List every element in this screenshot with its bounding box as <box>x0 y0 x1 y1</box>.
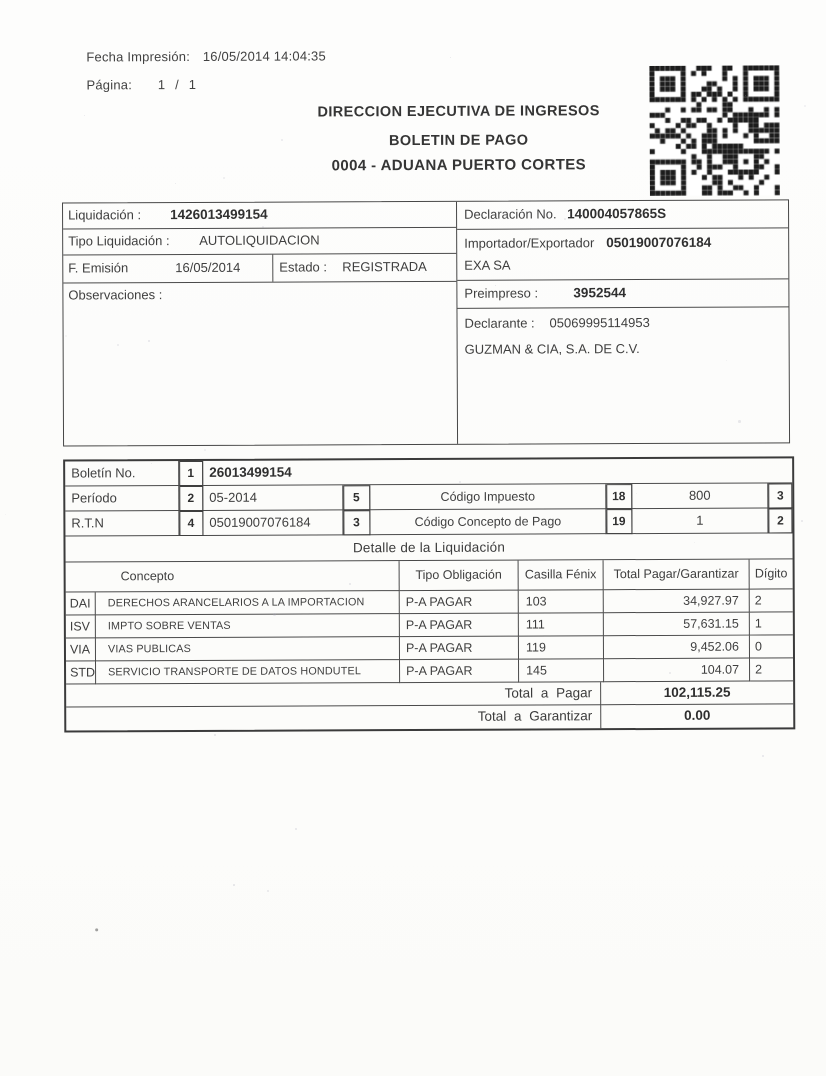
detalle-header-row <box>66 559 793 592</box>
casilla-fenix-value: 111 <box>519 613 604 636</box>
tipo-obligacion-header: Tipo Obligación <box>400 561 519 592</box>
digito-value: 0 <box>750 635 793 658</box>
concepto-code: DAI <box>66 592 96 615</box>
declarante-nombre: GUZMAN & CIA, S.A. DE C.V. <box>464 341 640 357</box>
digito-value: 1 <box>750 612 793 635</box>
tipo-liquidacion-label: Tipo Liquidación : <box>68 233 170 249</box>
print-date-label: Fecha Impresión: <box>86 49 191 65</box>
liquidation-info-table <box>62 199 790 446</box>
concepto-header: Concepto <box>66 561 400 592</box>
declarante-value: 05069995114953 <box>549 314 650 331</box>
preimpreso-row <box>457 279 788 308</box>
total-pagar-row <box>66 681 793 707</box>
concepto-code: VIA <box>66 638 96 661</box>
concepto-code: ISV <box>66 615 96 638</box>
estado-divider <box>272 255 273 282</box>
concepto-desc: VIAS PUBLICAS <box>96 637 400 661</box>
total-value: 9,452.06 <box>604 636 750 660</box>
total-value: 57,631.15 <box>604 613 750 637</box>
page-number-label: Página: <box>86 77 133 93</box>
codigo-concepto-digito: 2 <box>768 508 792 533</box>
periodo-label: Período <box>65 486 179 511</box>
f-emision-label: F. Emisión <box>68 260 129 276</box>
detalle-row <box>66 612 793 638</box>
detalle-row <box>66 589 793 615</box>
boletin-table <box>63 456 795 732</box>
total-value: 104.07 <box>604 659 750 683</box>
periodo-boxnum: 2 <box>179 486 203 511</box>
rtn-boxnum2: 3 <box>343 510 370 535</box>
concepto-code: STD <box>66 661 96 684</box>
declaracion-row <box>457 200 788 229</box>
document-type-title: BOLETIN DE PAGO <box>388 132 529 150</box>
digito-header: Dígito <box>750 559 793 589</box>
declarante-row <box>457 307 789 443</box>
importador-row <box>457 228 788 280</box>
concepto-desc: SERVICIO TRANSPORTE DE DATOS HONDUTEL <box>96 660 400 684</box>
detalle-section-title: Detalle de la Liquidación <box>65 533 792 562</box>
observaciones-row <box>63 282 457 446</box>
concepto-desc: IMPTO SOBRE VENTAS <box>96 614 400 638</box>
periodo-boxnum2: 5 <box>343 485 370 510</box>
codigo-impuesto-boxnum: 18 <box>606 484 632 509</box>
tipo-liquidacion-value: AUTOLIQUIDACION <box>199 232 320 248</box>
preimpreso-value: 3952544 <box>573 285 626 301</box>
codigo-concepto-label: Código Concepto de Pago <box>370 509 606 535</box>
boletin-no-label: Boletín No. <box>65 461 179 486</box>
page-number-value: 1 / 1 <box>157 76 197 93</box>
periodo-value: 05-2014 <box>203 485 343 511</box>
codigo-concepto-value: 1 <box>632 508 768 534</box>
detalle-row <box>66 658 793 684</box>
tipo-obligacion-value: P-A PAGAR <box>400 660 519 684</box>
digito-value: 2 <box>750 658 793 681</box>
preimpreso-label: Preimpreso : <box>464 285 539 301</box>
codigo-impuesto-label: Código Impuesto <box>370 484 606 510</box>
scan-artifact-dot <box>95 928 98 931</box>
emision-estado-row <box>63 254 456 284</box>
total-pagar-value: 102,115.25 <box>601 681 793 705</box>
declarante-label: Declarante : <box>464 315 535 331</box>
total-value: 34,927.97 <box>604 590 750 614</box>
tipo-obligacion-value: P-A PAGAR <box>400 591 519 615</box>
boletin-no-boxnum: 1 <box>179 461 203 486</box>
tipo-obligacion-value: P-A PAGAR <box>400 614 519 638</box>
importador-label: Importador/Exportador <box>464 235 595 251</box>
boletin-no-value: 26013499154 <box>203 458 792 486</box>
declaracion-value: 140004057865S <box>567 205 667 222</box>
page-number-line <box>86 77 196 92</box>
codigo-impuesto-value: 800 <box>632 483 768 509</box>
codigo-impuesto-digito: 3 <box>768 483 792 508</box>
digito-value: 2 <box>750 589 793 612</box>
liquidation-info-right <box>457 200 789 443</box>
aduana-title: 0004 - ADUANA PUERTO CORTES <box>331 156 587 175</box>
total-pagar-garantizar-header: Total Pagar/Garantizar <box>604 560 750 591</box>
concepto-desc: DERECHOS ARANCELARIOS A LA IMPORTACION <box>96 591 400 615</box>
rtn-boxnum: 4 <box>179 511 203 536</box>
tipo-liquidacion-row <box>63 228 456 256</box>
total-garantizar-label: Total a Garantizar <box>66 705 601 730</box>
tipo-obligacion-value: P-A PAGAR <box>400 637 519 661</box>
liquidacion-row <box>63 202 456 230</box>
rtn-label: R.T.N <box>65 511 179 536</box>
casilla-fenix-value: 145 <box>519 659 604 682</box>
total-pagar-label: Total a Pagar <box>66 682 601 707</box>
detalle-row <box>66 635 793 661</box>
print-date-line <box>86 48 326 64</box>
f-emision-value: 16/05/2014 <box>175 259 241 276</box>
org-title: DIRECCION EJECUTIVA DE INGRESOS <box>317 103 600 121</box>
importador-value: 05019007076184 <box>606 234 712 251</box>
qr-code-icon <box>649 65 780 196</box>
casilla-fenix-value: 119 <box>519 636 604 659</box>
liquidation-info-left <box>63 202 458 446</box>
importador-nombre: EXA SA <box>464 257 511 273</box>
observaciones-label: Observaciones : <box>68 287 163 303</box>
estado-value: REGISTRADA <box>342 258 427 275</box>
boletin-grid <box>65 458 792 536</box>
casilla-fenix-header: Casilla Fénix <box>519 560 604 590</box>
liquidacion-value: 1426013499154 <box>170 206 268 223</box>
casilla-fenix-value: 103 <box>519 590 604 613</box>
estado-label: Estado : <box>279 259 328 275</box>
total-garantizar-row <box>66 704 793 730</box>
codigo-concepto-boxnum: 19 <box>606 509 632 534</box>
rtn-value: 05019007076184 <box>203 510 343 536</box>
declaracion-label: Declaración No. <box>464 206 557 222</box>
liquidacion-label: Liquidación : <box>68 207 142 223</box>
total-garantizar-value: 0.00 <box>684 707 711 723</box>
print-date-value: 16/05/2014 14:04:35 <box>202 48 326 64</box>
